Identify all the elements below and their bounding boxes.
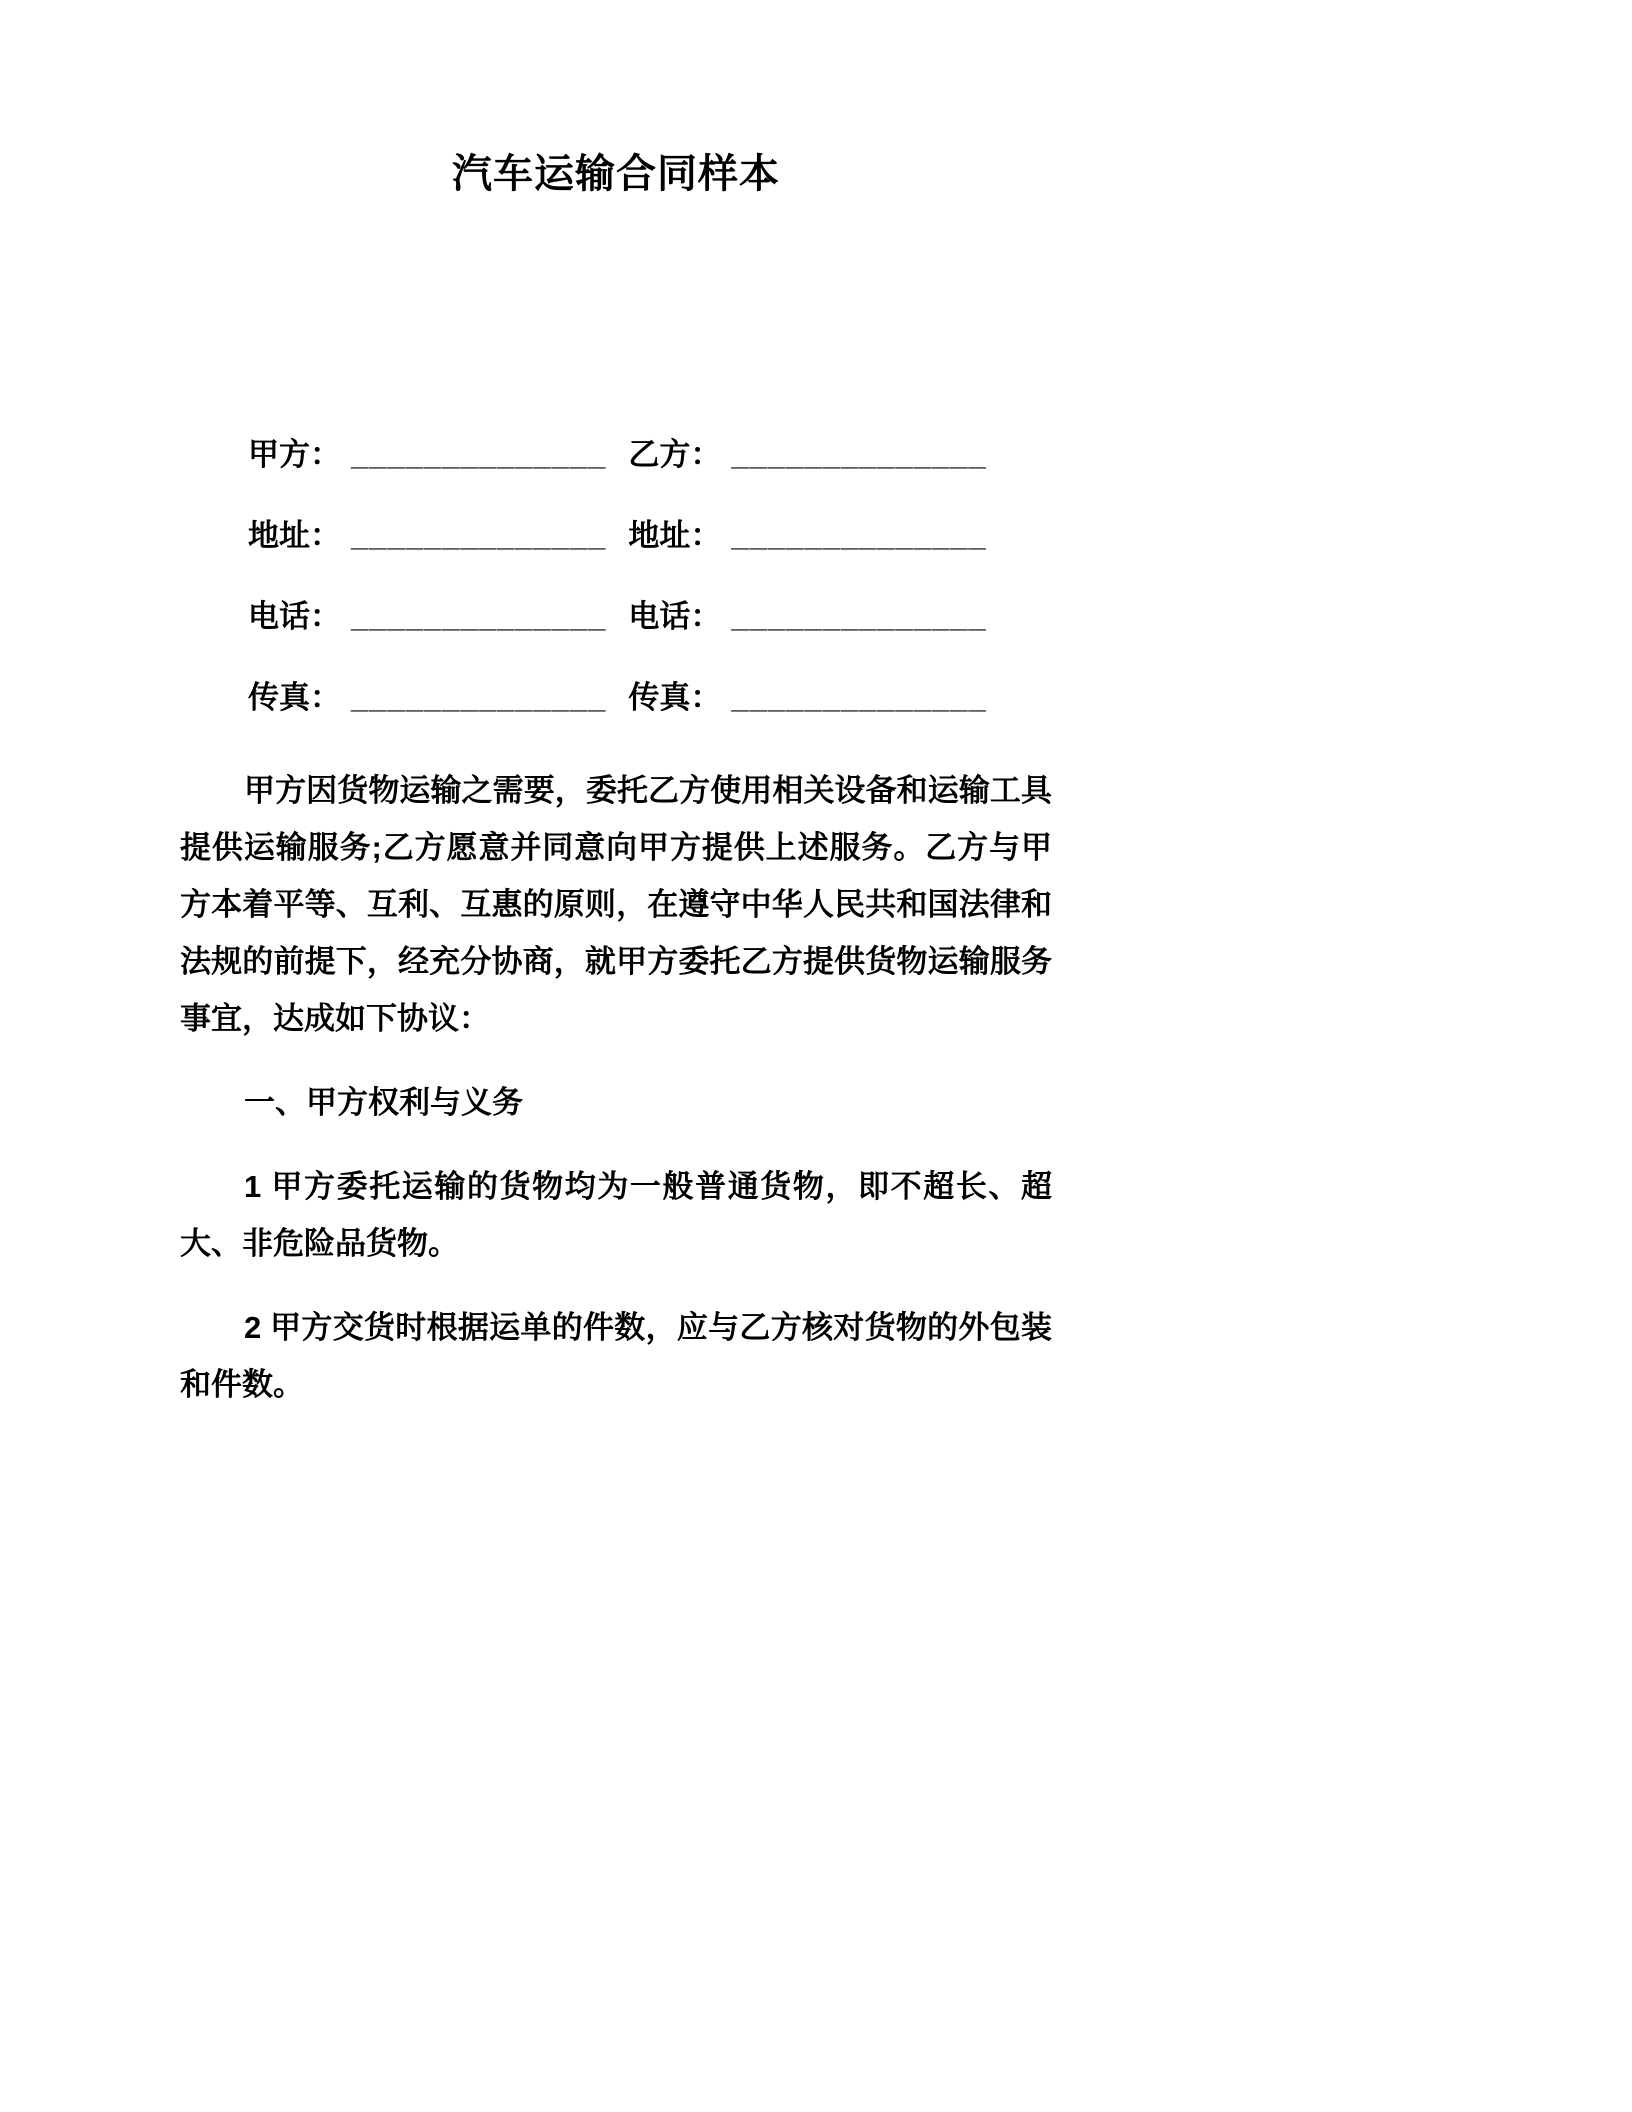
party-b-label: 乙方： (628, 437, 722, 472)
party-info-section (180, 438, 1052, 715)
party-a-address-label: 地址： (248, 518, 341, 553)
document-content (180, 150, 1052, 1413)
party-b-fax-blank: ______________ (731, 680, 987, 715)
party-a-phone-blank: ______________ (351, 599, 607, 634)
party-a-address-blank: ______________ (351, 518, 607, 553)
intro-paragraph: 甲方因货物运输之需要，委托乙方使用相关设备和运输工具提供运输服务;乙方愿意并同意向甲方提供上述服务。乙方与甲方本着平等、互利、互惠的原则，在遵守中华人民共和国法律和法规的前提下，经充分协商，就甲方委托乙方提供货物运输服务事宜，达成如下协议： (180, 773, 1052, 1036)
clause-2: 2 甲方交货时根据运单的件数，应与乙方核对货物的外包装和件数。 (180, 1310, 1052, 1402)
party-row-fax (180, 681, 1052, 715)
party-b-address-label: 地址： (628, 518, 722, 553)
contract-body (180, 762, 1052, 1413)
party-b-address-blank: ______________ (731, 518, 987, 553)
party-b-phone-label: 电话： (628, 599, 722, 634)
party-a-label: 甲方： (248, 437, 341, 472)
party-a-phone-label: 电话： (248, 599, 341, 634)
document-title: 汽车运输合同样本 (452, 152, 780, 196)
clause-1: 1 甲方委托运输的货物均为一般普通货物，即不超长、超大、非危险品货物。 (180, 1169, 1052, 1261)
party-row-name (180, 438, 1052, 472)
party-row-address (180, 519, 1052, 553)
party-b-phone-blank: ______________ (731, 599, 987, 634)
party-b-blank: ______________ (731, 437, 987, 472)
party-a-fax-label: 传真： (248, 680, 341, 715)
party-a-fax-blank: ______________ (351, 680, 607, 715)
party-a-blank: ______________ (351, 437, 607, 472)
party-row-phone (180, 600, 1052, 634)
party-b-fax-label: 传真： (628, 680, 722, 715)
document-page (0, 0, 1052, 1413)
section-1-heading: 一、甲方权利与义务 (244, 1085, 523, 1120)
